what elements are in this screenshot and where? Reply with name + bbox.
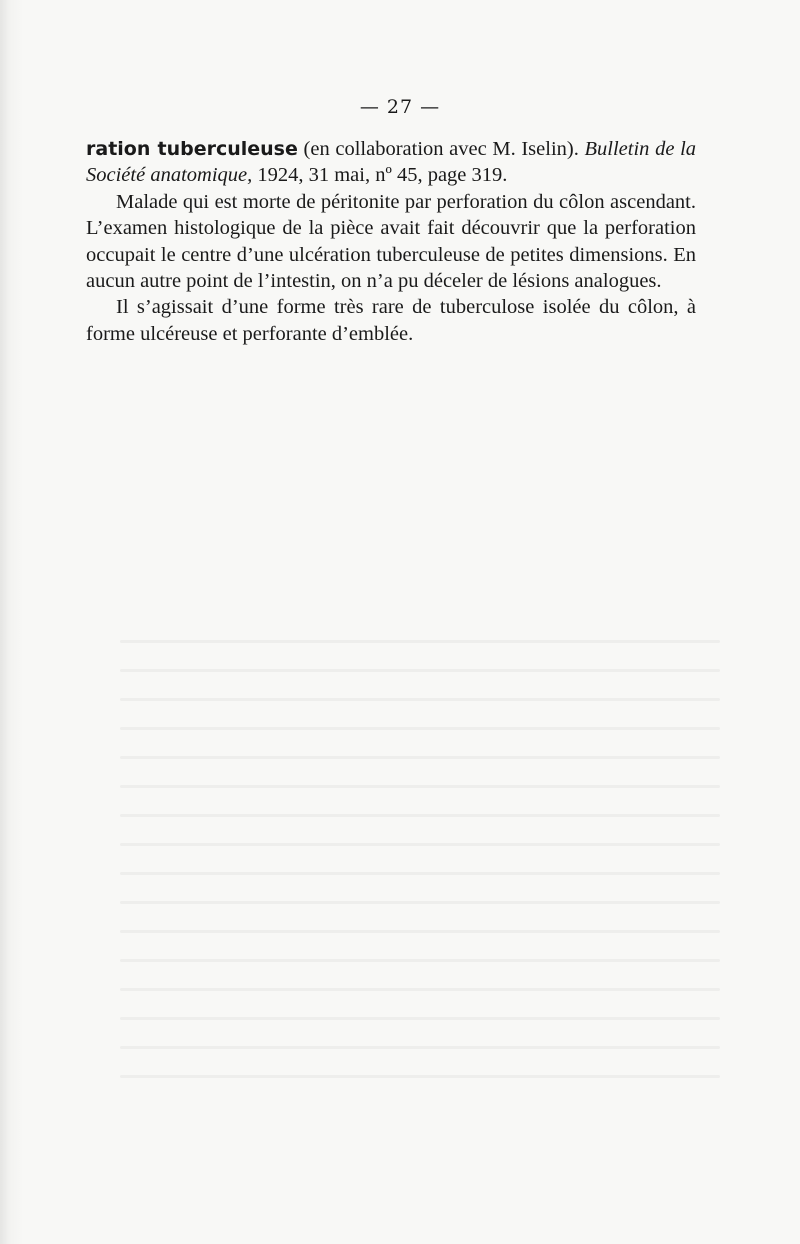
show-through-texture (120, 640, 720, 1160)
paragraph-case-description: Malade qui est morte de péritonite par perforation du côlon ascendant. L’examen histologique de la pièce avait fait découvrir que la perforation occupait le centre d’une ulcération tuberculeuse de petites dimensions. En aucun autre point de l’intestin, on n’a pu déceler de lésions analogues. (86, 190, 696, 293)
paragraph-conclusion: Il s’agissait d’une forme très rare de tuberculose isolée du côlon, à forme ulcéreuse et perforante d’emblée. (86, 296, 696, 345)
reference-collaboration: (en collaboration avec M. Iselin). (297, 138, 585, 160)
paragraph-reference (86, 136, 696, 189)
body-text (86, 136, 696, 347)
journal-name: Bulletin de la Société anatomique, (86, 138, 697, 187)
page-number: — 27 — (359, 96, 441, 118)
reference-citation: 1924, 31 mai, nº 45, page 319. (252, 164, 508, 187)
reference-title: ration tuberculeuse (86, 138, 298, 160)
